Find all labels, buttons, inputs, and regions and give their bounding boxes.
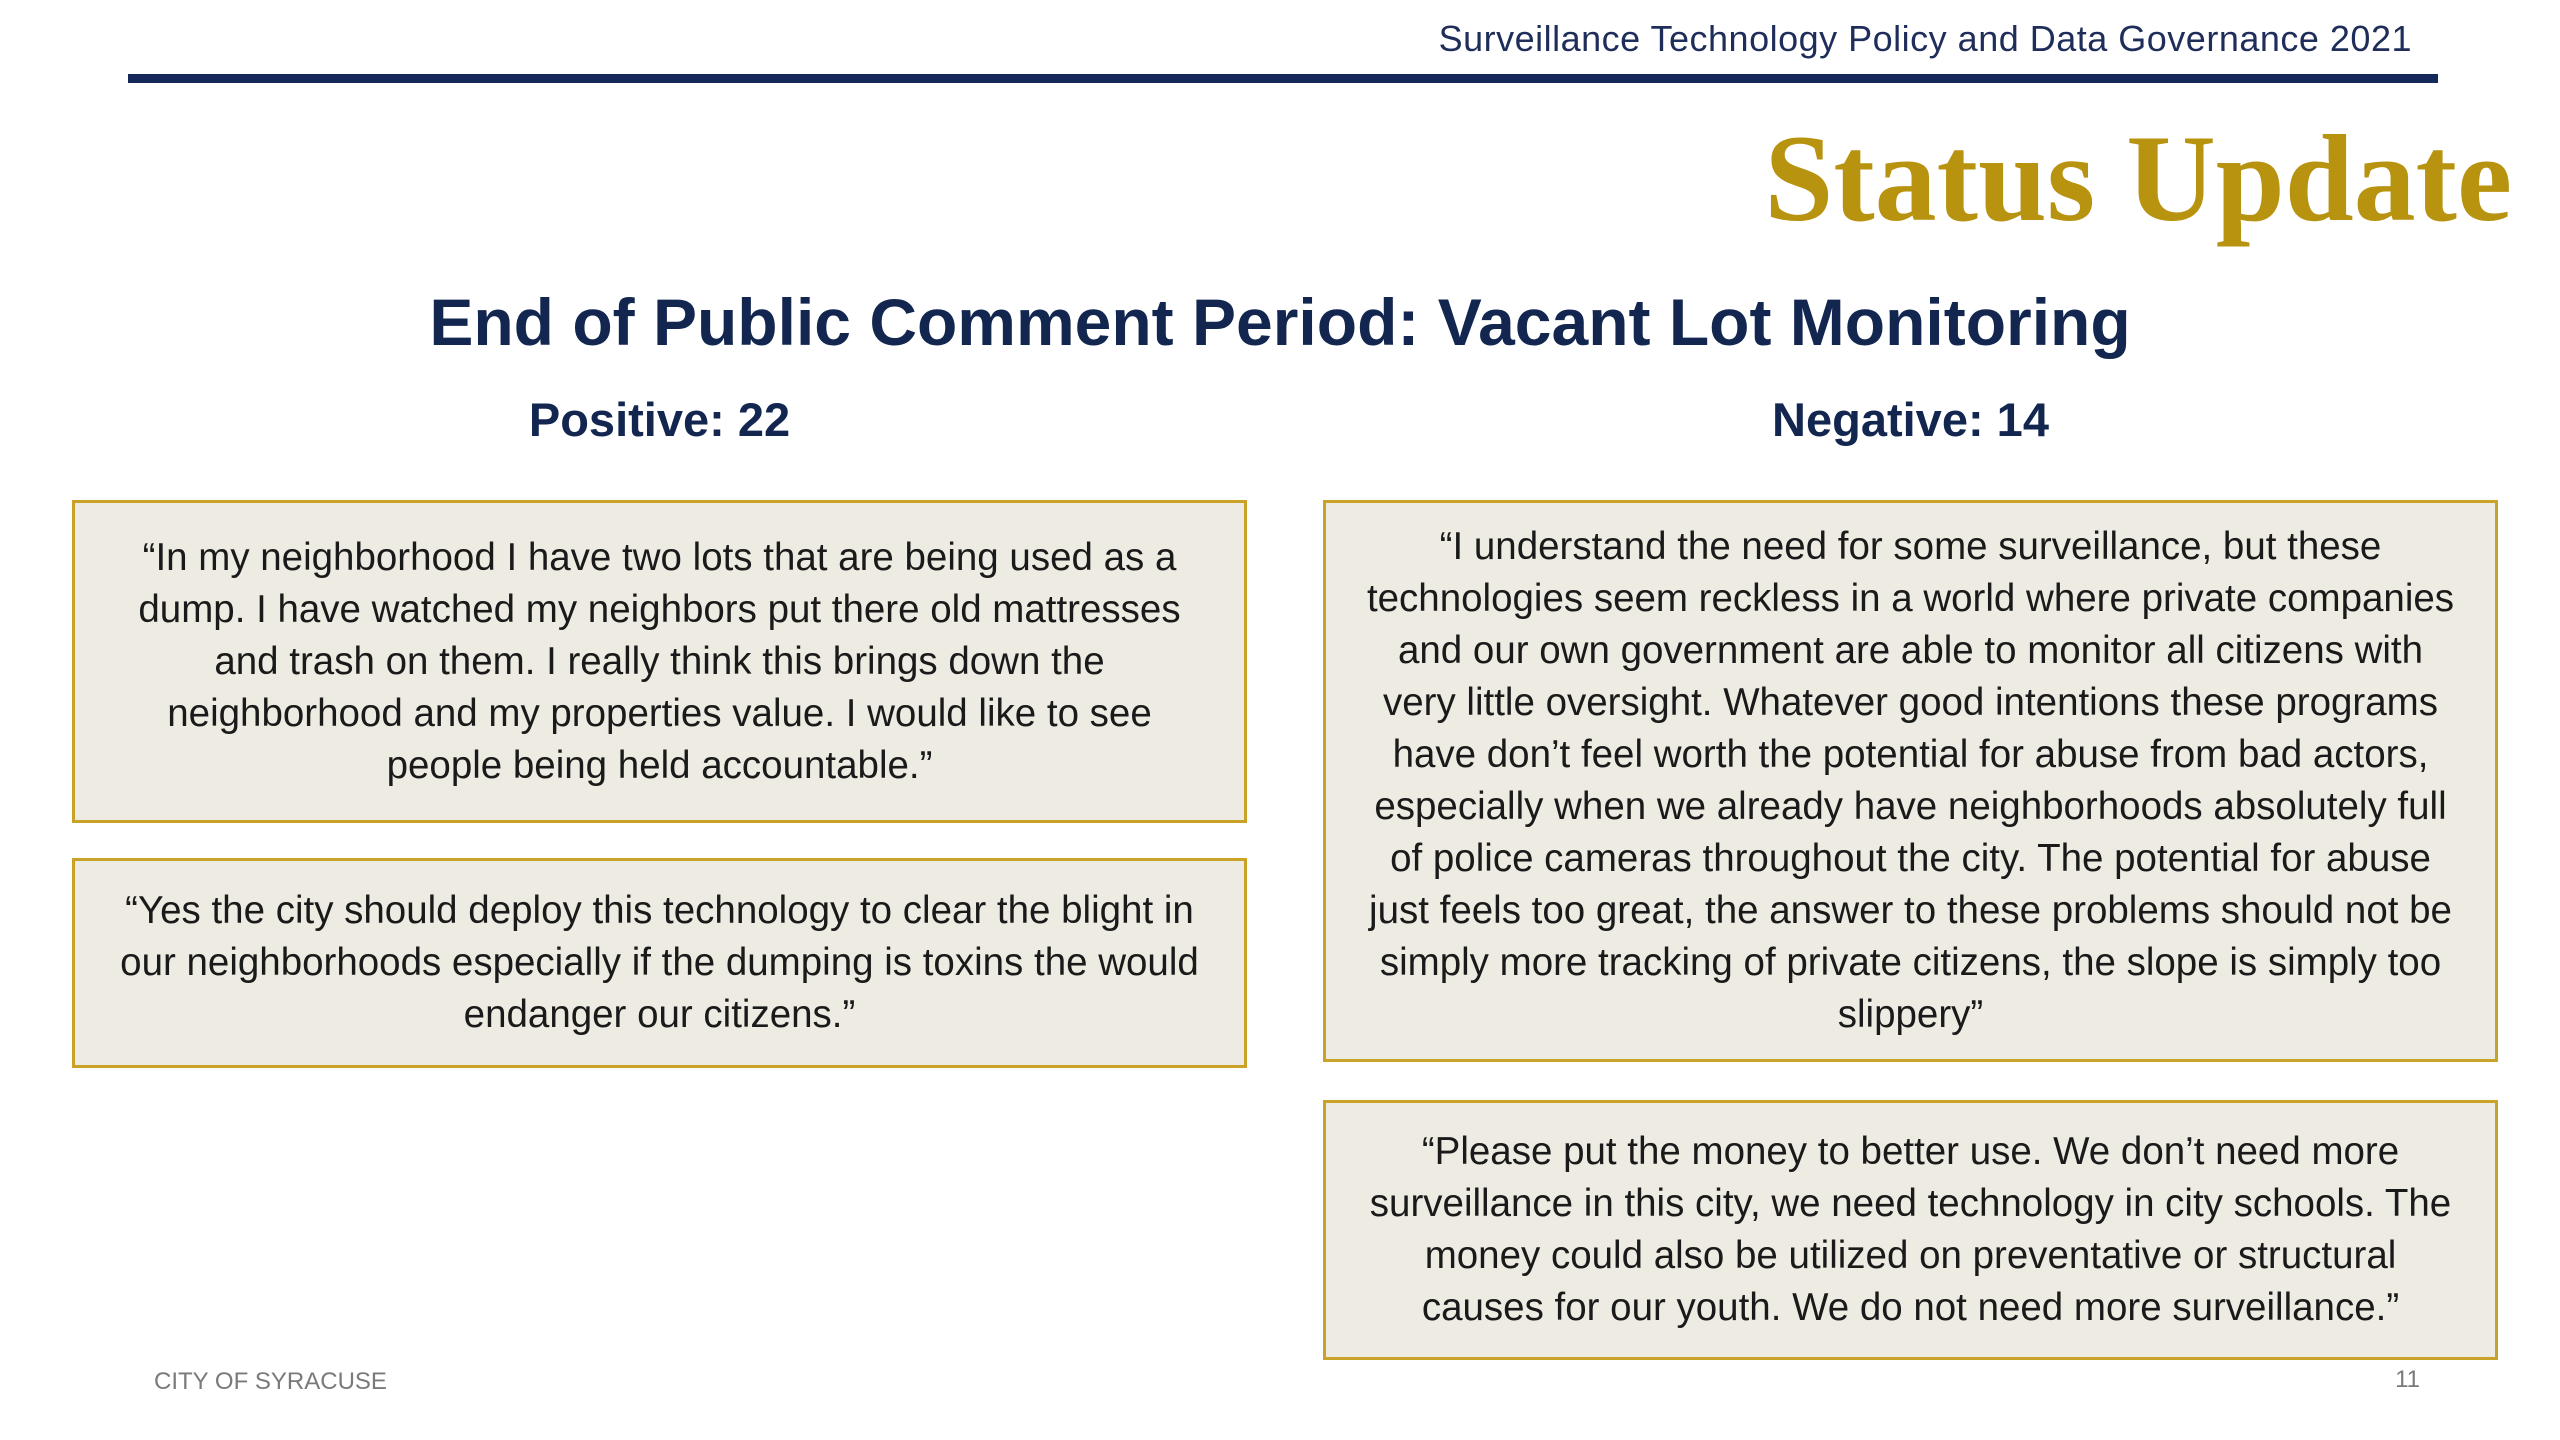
negative-comment-text: “Please put the money to better use. We don’t need more surveillance in this city, we need technology in city schools. The money could also be utilized on preventative or structural causes for our youth. We do not need more surveillance.” (1369, 1130, 2452, 1329)
negative-comment-text: “I understand the need for some surveillance, but these technologies seem reckless in a world where private companies and our own government are able to monitor all citizens with very little oversight. Whatever good intentions these programs have don’t feel worth the potential for abuse from bad actors, especially when we already have neighborhoods absolutely full of police cameras throughout the city. The potential for abuse just feels too great, the answer to these problems should not be simply more tracking of private citizens, the slope is simply too slippery” (1366, 525, 2455, 1036)
positive-comment-box (72, 500, 1247, 823)
status-title: Status Update (1764, 110, 2512, 247)
positive-comment-text: “Yes the city should deploy this technology to clear the blight in our neighborhoods especially if the dumping is toxins the would endanger our citizens.” (120, 889, 1199, 1036)
footer-organization: CITY OF SYRACUSE (154, 1368, 387, 1395)
document-title: Surveillance Technology Policy and Data Governance 2021 (1438, 18, 2412, 59)
header-divider (128, 74, 2438, 83)
negative-comment-box (1323, 1100, 2498, 1360)
positive-count-heading: Positive: 22 (528, 393, 791, 446)
positive-comment-box (72, 858, 1247, 1068)
negative-count-heading: Negative: 14 (1772, 393, 2049, 446)
page-number: 11 (2395, 1366, 2420, 1393)
negative-comment-box (1323, 500, 2498, 1062)
slide-heading: End of Public Comment Period: Vacant Lot Monitoring (429, 285, 2131, 359)
positive-comment-text: “In my neighborhood I have two lots that are being used as a dump. I have watched my neighbors put there old mattresses and trash on them. I really think this brings down the neighborhood and my properties value. I would like to see people being held accountable.” (138, 535, 1181, 787)
